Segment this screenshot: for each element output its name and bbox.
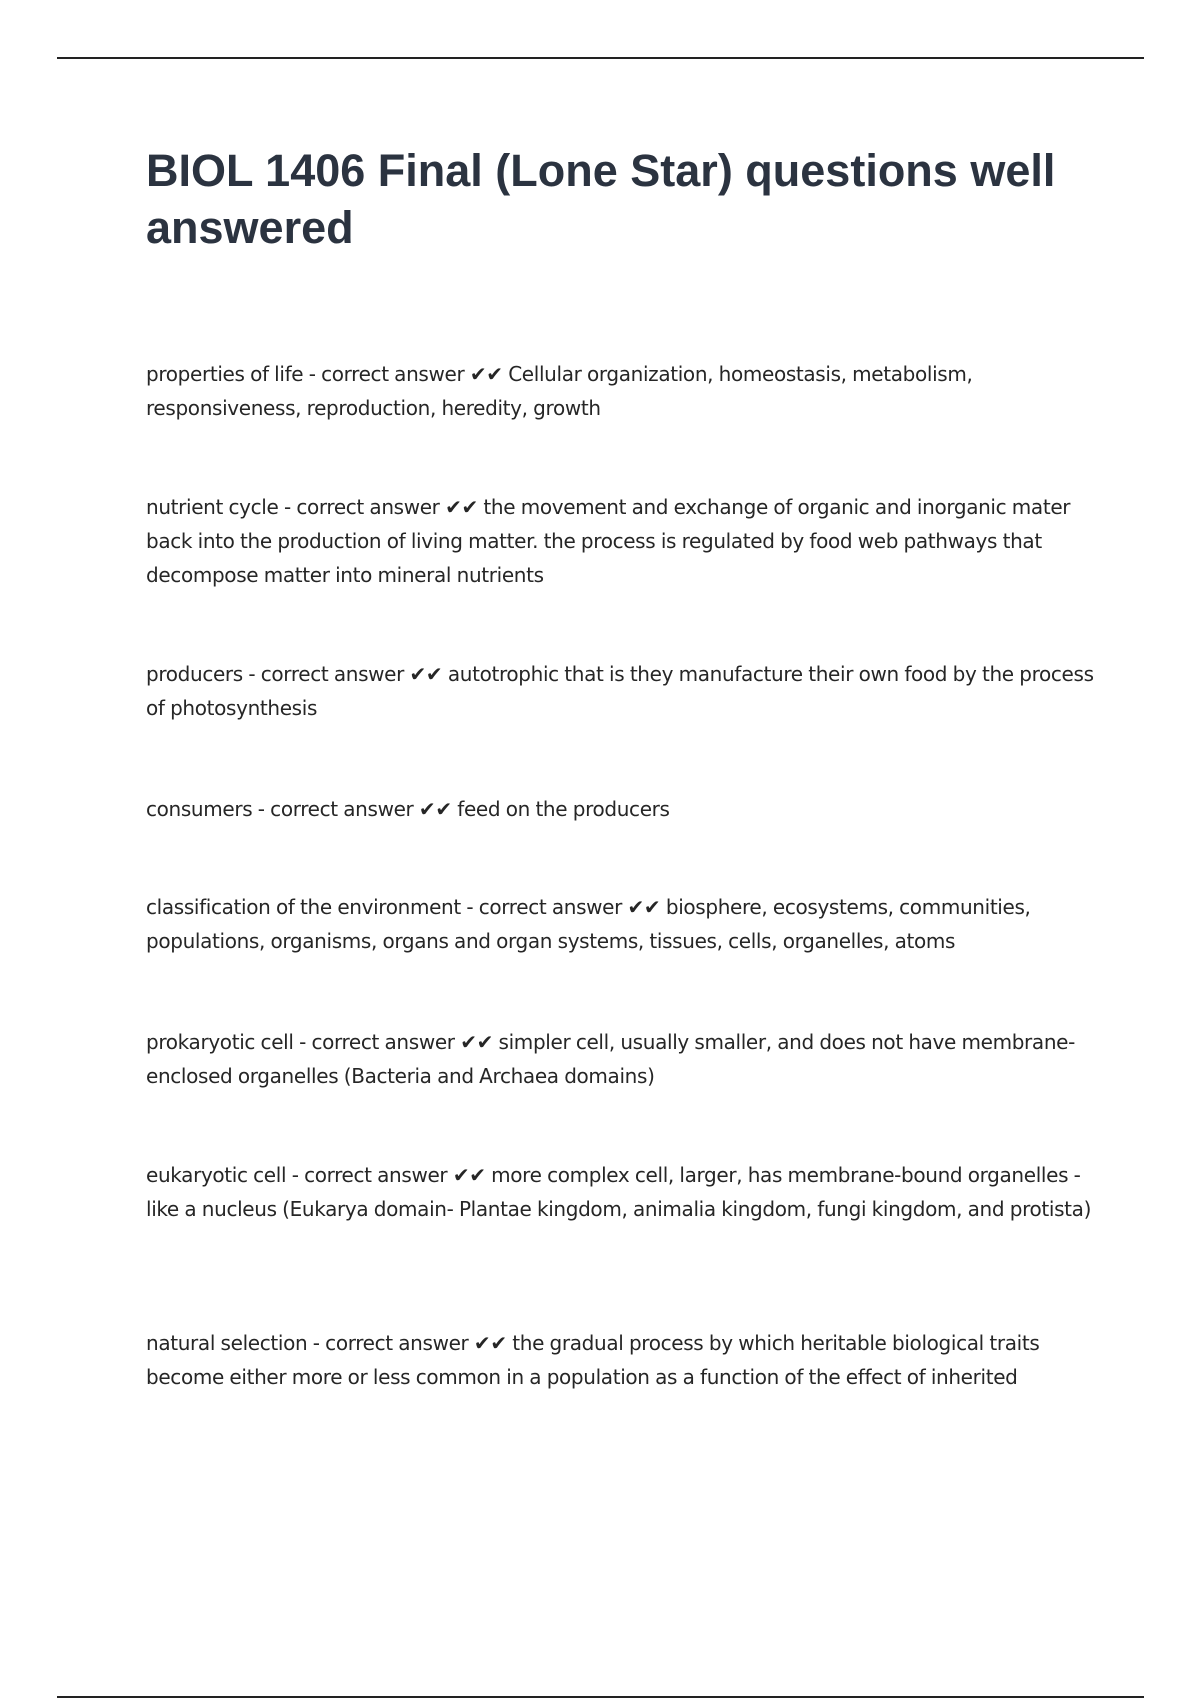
entry-separator: - correct answer xyxy=(252,797,419,821)
checkmark-icon: ✔✔ xyxy=(473,1331,507,1355)
entry-answer: biosphere, ecosystems, communities, populations, organisms, organs and organ systems, tissues, cells, organelles, atoms xyxy=(146,895,1031,953)
entry-separator: - correct answer xyxy=(278,495,446,519)
qa-entry-consumers xyxy=(146,792,1096,826)
qa-entry-eukaryotic-cell xyxy=(146,1158,1096,1226)
entry-answer: the gradual process by which heritable biological traits become either more or less common in a population as a function of the effect of inherited xyxy=(146,1331,1040,1389)
top-rule xyxy=(57,57,1144,59)
checkmark-icon: ✔✔ xyxy=(418,797,452,821)
entry-term: consumers xyxy=(146,797,253,821)
entry-term: eukaryotic cell xyxy=(146,1163,287,1187)
entry-answer: autotrophic that is they manufacture their own food by the process of photosynthesis xyxy=(146,662,1094,720)
entry-answer: more complex cell, larger, has membrane-bound organelles - like a nucleus (Eukarya domain- Plantae kingdom, animalia kingdom, fungi kingdom, and protista) xyxy=(146,1163,1092,1221)
entry-separator: - correct answer xyxy=(293,1030,461,1054)
qa-entry-nutrient-cycle xyxy=(146,490,1096,592)
entry-term: producers xyxy=(146,662,243,686)
entry-term: properties of life xyxy=(146,362,304,386)
qa-entry-natural-selection xyxy=(146,1326,1096,1394)
qa-entry-classification-of-the-environment xyxy=(146,890,1096,958)
entry-separator: - correct answer xyxy=(307,1331,474,1355)
entry-answer: Cellular organization, homeostasis, metabolism, responsiveness, reproduction, heredity, growth xyxy=(146,362,973,420)
entry-answer: the movement and exchange of organic and inorganic mater back into the production of living matter. the process is regulated by food web pathways that decompose matter into mineral nutrients xyxy=(146,495,1071,587)
checkmark-icon: ✔✔ xyxy=(469,362,503,386)
entry-term: classification of the environment xyxy=(146,895,461,919)
qa-entry-producers xyxy=(146,657,1096,725)
entry-term: nutrient cycle xyxy=(146,495,279,519)
bottom-rule xyxy=(57,1696,1144,1698)
checkmark-icon: ✔✔ xyxy=(409,662,443,686)
entry-separator: - correct answer xyxy=(286,1163,453,1187)
entry-separator: - correct answer xyxy=(303,362,470,386)
qa-entry-properties-of-life xyxy=(146,357,1096,425)
qa-entry-prokaryotic-cell xyxy=(146,1025,1096,1093)
document-title: BIOL 1406 Final (Lone Star) questions well answered xyxy=(146,145,1056,253)
checkmark-icon: ✔✔ xyxy=(460,1030,494,1054)
entry-separator: - correct answer xyxy=(460,895,628,919)
checkmark-icon: ✔✔ xyxy=(452,1163,486,1187)
entry-separator: - correct answer xyxy=(242,662,410,686)
entry-answer: feed on the producers xyxy=(457,797,670,821)
entry-term: natural selection xyxy=(146,1331,308,1355)
checkmark-icon: ✔✔ xyxy=(627,895,661,919)
checkmark-icon: ✔✔ xyxy=(445,495,478,519)
entry-term: prokaryotic cell xyxy=(146,1030,294,1054)
entry-answer: simpler cell, usually smaller, and does not have membrane-enclosed organelles (Bacteria and Archaea domains) xyxy=(146,1030,1075,1088)
